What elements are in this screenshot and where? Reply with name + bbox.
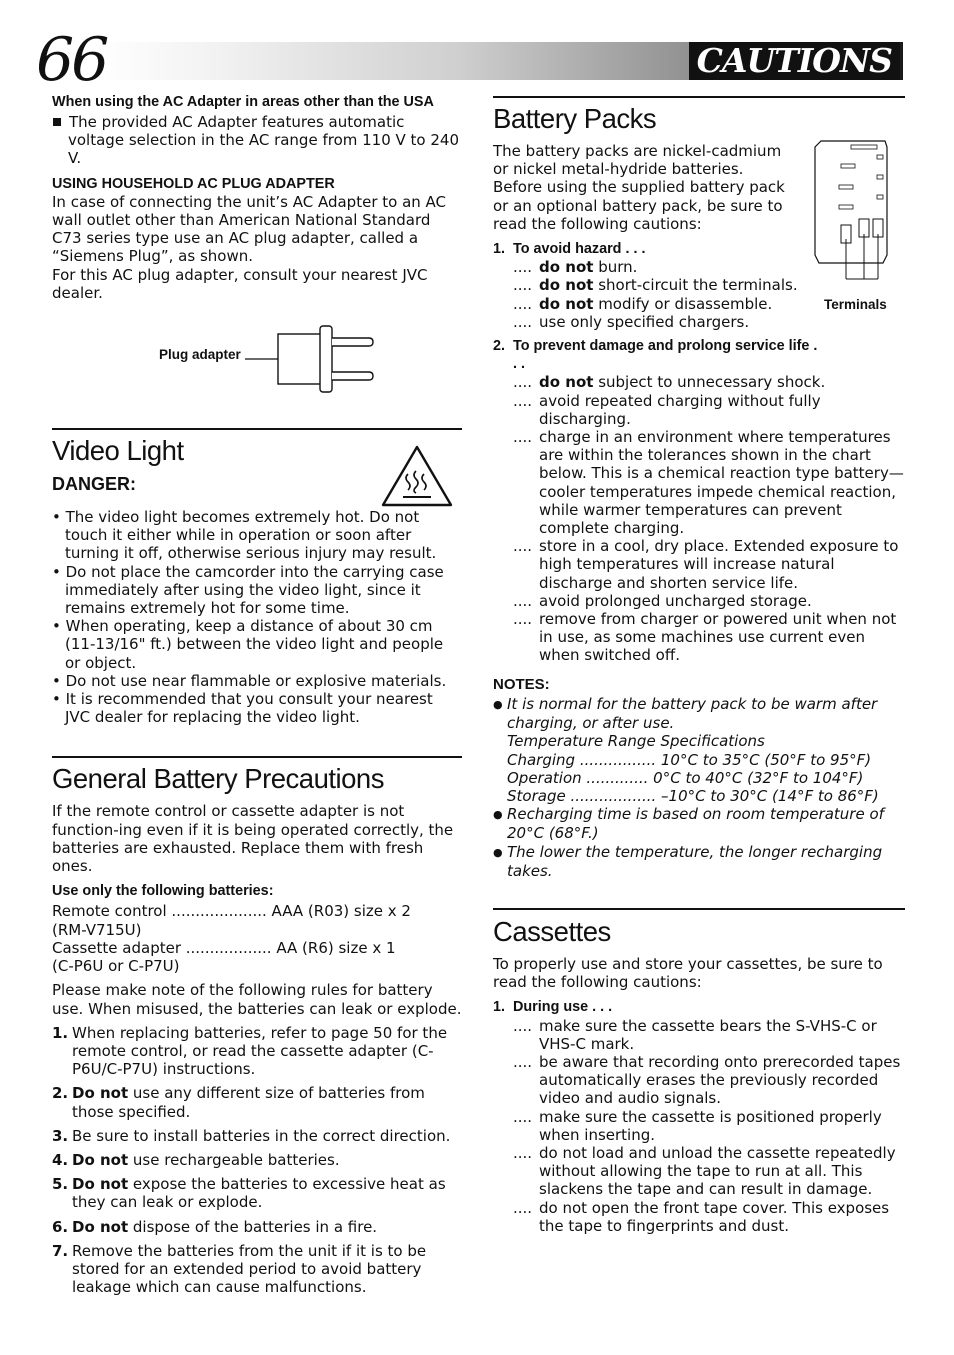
- list-item: .... do not short-circuit the terminals.: [493, 276, 905, 294]
- list-item: .... do not modify or disassemble.: [493, 295, 905, 313]
- during-use-heading: 1. During use . . .: [493, 999, 613, 1016]
- list-item: 2. Do not use any different size of batteries from those specified.: [52, 1084, 425, 1121]
- video-light-bullets: [52, 508, 462, 726]
- list-item: .... avoid prolonged uncharged storage.: [493, 592, 905, 610]
- hot-surface-warning-icon: [380, 444, 454, 508]
- prevent-damage-heading: 2. To prevent damage and prolong service life . . .: [493, 338, 818, 373]
- ac-adapter-bullet: The provided AC Adapter features automatic voltage selection in the AC range from 110 V to 240 V.: [52, 113, 462, 168]
- left-column: [52, 94, 462, 1296]
- ac-adapter-heading: When using the AC Adapter in areas other than the USA: [52, 94, 434, 110]
- list-item: .... be aware that recording onto prerecorded tapes automatically erases the previously recorded video and audio signals.: [493, 1053, 905, 1108]
- list-item: .... make sure the cassette bears the S-VHS-C or VHS-C mark.: [493, 1017, 905, 1053]
- list-item: • When operating, keep a distance of about 30 cm (11-13/16" ft.) between the video light and people or object.: [52, 617, 444, 672]
- cassettes-rule: [493, 908, 905, 910]
- remote-battery-line: Remote control .................... AAA (R03) size x 2: [52, 902, 411, 921]
- list-item: .... do not burn.: [493, 258, 905, 276]
- list-item: .... avoid repeated charging without fully discharging.: [493, 392, 905, 428]
- terminals-label: Terminals: [824, 297, 887, 312]
- battery-packs-rule: [493, 96, 905, 98]
- plug-adapter-text: In case of connecting the unit’s AC Adapter to an AC wall outlet other than American National Standard C73 series type use an AC plug adapter, called a “Siemens Plug”, as shown.: [52, 192, 447, 266]
- video-light-section: [52, 434, 462, 726]
- right-column: [493, 96, 905, 1235]
- note-item: ● The lower the temperature, the longer recharging takes.: [493, 843, 905, 880]
- note-item: ● Recharging time is based on room temperature of 20°C (68°F.): [493, 805, 905, 842]
- list-item: 5. Do not expose the batteries to excessive heat as they can leak or explode.: [52, 1175, 446, 1212]
- general-battery-title: General Battery Precautions: [52, 763, 384, 795]
- notes-heading: NOTES:: [493, 675, 550, 693]
- cassette-model: (C-P6U or C-P7U): [52, 957, 180, 976]
- plug-adapter-heading: USING HOUSEHOLD AC PLUG ADAPTER: [52, 175, 335, 192]
- temp-operation: Operation ............. 0°C to 40°C (32°F to 104°F): [507, 768, 864, 787]
- temp-range-title: Temperature Range Specifications: [507, 732, 765, 751]
- page-number: 66: [36, 25, 107, 95]
- battery-rules-list: [52, 1024, 462, 1297]
- battery-packs-title: Battery Packs: [493, 103, 657, 134]
- list-item: • The video light becomes extremely hot. Do not touch it either while in operation or soon after turning it off, otherwise serious injury may result.: [52, 508, 437, 563]
- battery-packs-body: [493, 142, 905, 880]
- plug-adapter-label: Plug adapter: [159, 347, 241, 363]
- remote-model: (RM-V715U): [52, 920, 142, 939]
- plug-adapter-text-2: For this AC plug adapter, consult your nearest JVC dealer.: [52, 265, 428, 302]
- list-item: 7. Remove the batteries from the unit if it is to be stored for an extended period to avoid battery leakage which can cause malfunctions.: [52, 1241, 427, 1297]
- section-title: CAUTIONS: [689, 42, 900, 80]
- note-item: ● It is normal for the battery pack to be warm after charging, or after use.: [493, 695, 905, 732]
- list-item: .... do not subject to unnecessary shock.: [493, 373, 905, 391]
- list-item: .... do not open the front tape cover. This exposes the tape to fingerprints and dust.: [493, 1199, 905, 1235]
- list-item: • It is recommended that you consult your nearest JVC dealer for replacing the video light.: [52, 690, 433, 727]
- danger-label: DANGER:: [52, 474, 136, 495]
- list-item: 6. Do not dispose of the batteries in a fire.: [52, 1217, 378, 1236]
- list-item: 1. When replacing batteries, refer to page 50 for the remote control, or read the cassette adapter (C-P6U/C-P7U) instructions.: [52, 1023, 448, 1079]
- square-bullet-icon: [53, 118, 61, 126]
- plug-adapter-icon: [242, 322, 382, 396]
- list-item: .... do not load and unload the cassette repeatedly without allowing the tape to run at all. This slackens the tape and can result in damage.: [493, 1144, 905, 1199]
- list-item: .... store in a cool, dry place. Extended exposure to high temperatures will increase natural discharge and shorten service life.: [493, 537, 905, 592]
- list-item: .... use only specified chargers.: [493, 313, 905, 331]
- list-item: • Do not use near flammable or explosive materials.: [52, 671, 447, 690]
- video-light-rule: [52, 428, 462, 430]
- plug-adapter-figure: [52, 302, 462, 428]
- general-battery-rule: [52, 756, 462, 758]
- list-item: 4. Do not use rechargeable batteries.: [52, 1150, 340, 1169]
- list-item: .... charge in an environment where temperatures are within the tolerances shown in the chart below. This is a chemical reaction type battery—cooler temperatures impede chemical reaction, while warmer temperatures can prevent complete charging.: [493, 428, 905, 537]
- cassettes-title: Cassettes: [493, 915, 611, 947]
- temp-storage: Storage .................. –10°C to 30°C (14°F to 86°F): [507, 786, 879, 805]
- use-only-heading: Use only the following batteries:: [52, 883, 274, 900]
- list-item: .... make sure the cassette is positioned properly when inserting.: [493, 1108, 905, 1144]
- list-item: • Do not place the camcorder into the carrying case immediately after using the video light, since it remains extremely hot for some time.: [52, 562, 444, 618]
- cassettes-intro: To properly use and store your cassettes, be sure to read the following cautions:: [493, 954, 883, 992]
- general-battery-intro: If the remote control or cassette adapter is not function-ing even if it is being operated correctly, the batteries are exhausted. Replace them with fresh ones.: [52, 802, 454, 876]
- temp-charging: Charging ................ 10°C to 35°C (50°F to 95°F): [507, 750, 872, 769]
- battery-packs-intro: The battery packs are nickel-cadmium or nickel metal-hydride batteries. Before using the supplied battery pack or an optional battery pack, be sure to read the following cautions:: [493, 142, 785, 233]
- list-item: .... remove from charger or powered unit when not in use, as some machines use current even when switched off.: [493, 610, 905, 665]
- list-item: 3. Be sure to install batteries in the correct direction.: [52, 1126, 451, 1145]
- cassette-battery-line: Cassette adapter .................. AA (R6) size x 1: [52, 938, 396, 957]
- video-light-title: Video Light: [52, 435, 184, 467]
- battery-rules-intro: Please make note of the following rules for battery use. When misused, the batteries can leak or explode.: [52, 981, 462, 1018]
- battery-pack-icon: [811, 139, 891, 289]
- hazard-item-heading: 1. To avoid hazard . . .: [493, 241, 646, 258]
